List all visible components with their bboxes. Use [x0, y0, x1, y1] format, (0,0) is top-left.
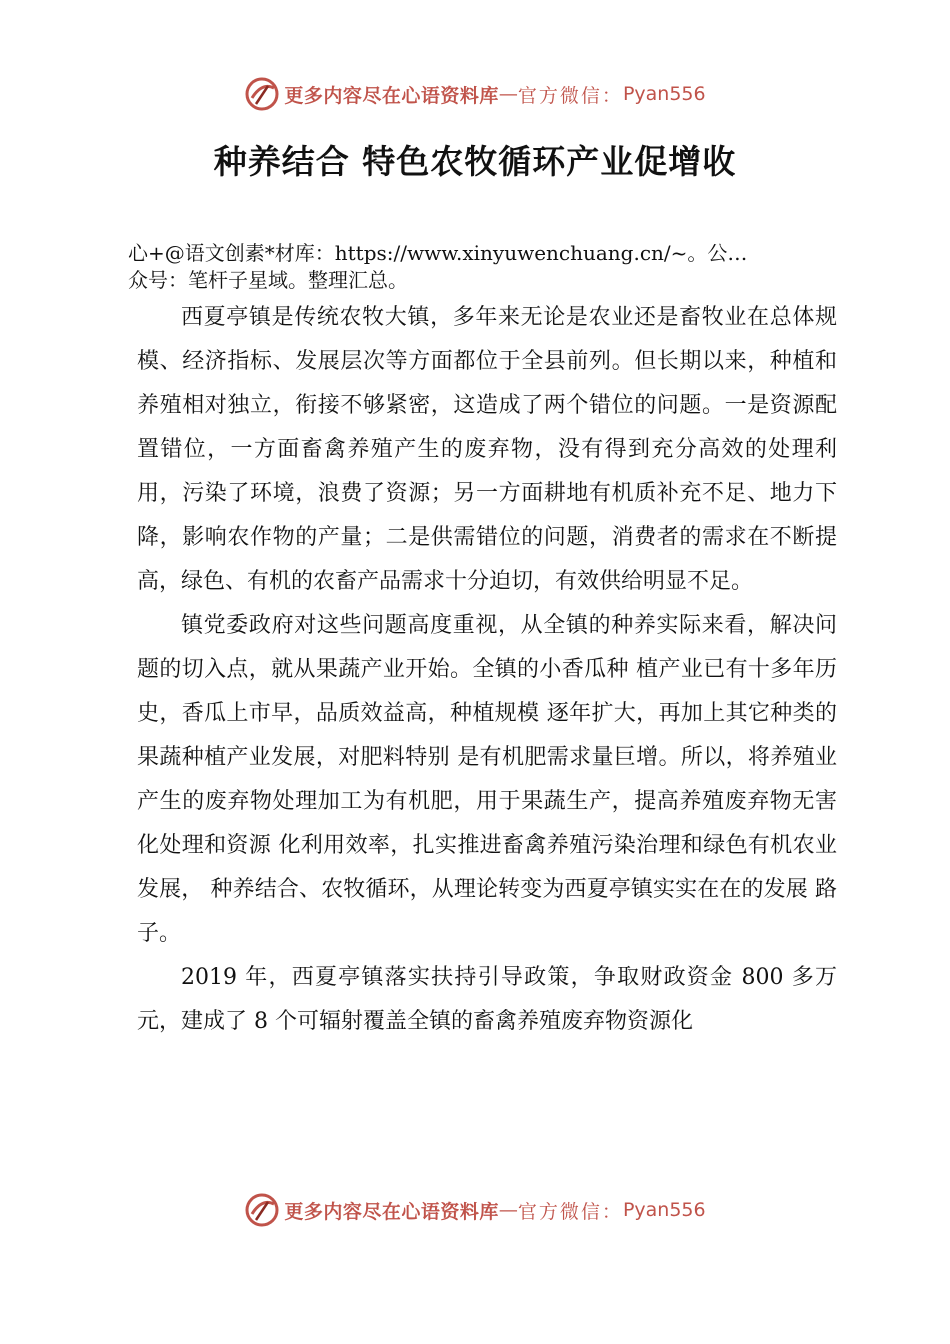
banner-main-text: 更多内容尽在心语资料库	[284, 1200, 499, 1223]
source-line-2: 众号：笔杆子星域。整理汇总。	[128, 268, 408, 292]
brand-logo-icon	[244, 1192, 280, 1228]
source-line-1: 心+@语文创素*材库：https://www.xinyuwenchuang.cn/~。公…	[128, 241, 748, 265]
header-banner	[0, 74, 950, 114]
banner-wechat-id: Pyan556	[622, 1199, 706, 1221]
banner-sub-text: 官方微信：	[517, 1200, 623, 1223]
paragraph-2: 镇党委政府对这些问题高度重视，从全镇的种养实际来看，解决问题的切入点，就从果蔬产业开始。全镇的小香瓜种 植产业已有十多年历史，香瓜上市早，品质效益高，种植规模 逐年扩大，再加上其它种类的果蔬种植产业发展，对肥料特别 是有机肥需求量巨增。所以，将养殖业产生的废弃物处理加工为有机肥，用于果蔬生产，提高养殖废弃物无害化处理和资源 化利用效率，扎实推进畜禽养殖污染治理和绿色有机农业发展， 种养结合、农牧循环，从理论转变为西夏亭镇实实在在的发展 路子。	[137, 613, 837, 946]
banner-wechat-id: Pyan556	[622, 83, 706, 105]
banner-separator: —	[498, 83, 518, 105]
brand-logo-icon	[244, 76, 280, 112]
footer-banner	[0, 1190, 950, 1230]
document-body	[137, 296, 837, 1044]
document-title: 种养结合 特色农牧循环产业促增收	[213, 142, 737, 181]
banner-separator: —	[498, 1199, 518, 1221]
banner-main-text: 更多内容尽在心语资料库	[284, 84, 499, 107]
source-note	[128, 240, 848, 294]
paragraph-3: 2019 年，西夏亭镇落实扶持引导政策，争取财政资金 800 多万元，建成了 8 个可辐射覆盖全镇的畜禽养殖废弃物资源化	[137, 965, 837, 1034]
banner-sub-text: 官方微信：	[517, 84, 623, 107]
paragraph-1: 西夏亭镇是传统农牧大镇，多年来无论是农业还是畜牧业在总体规模、经济指标、发展层次等方面都位于全县前列。但长期以来，种植和养殖相对独立，衔接不够紧密，这造成了两个错位的问题。一是资源配置错位，一方面畜禽养殖产生的废弃物，没有得到充分高效的处理利用，污染了环境，浪费了资源；另一方面耕地有机质补充不足、地力下降，影响农作物的产量；二是供需错位的问题，消费者的需求在不断提高，绿色、有机的农畜产品需求十分迫切，有效供给明显不足。	[137, 305, 837, 594]
